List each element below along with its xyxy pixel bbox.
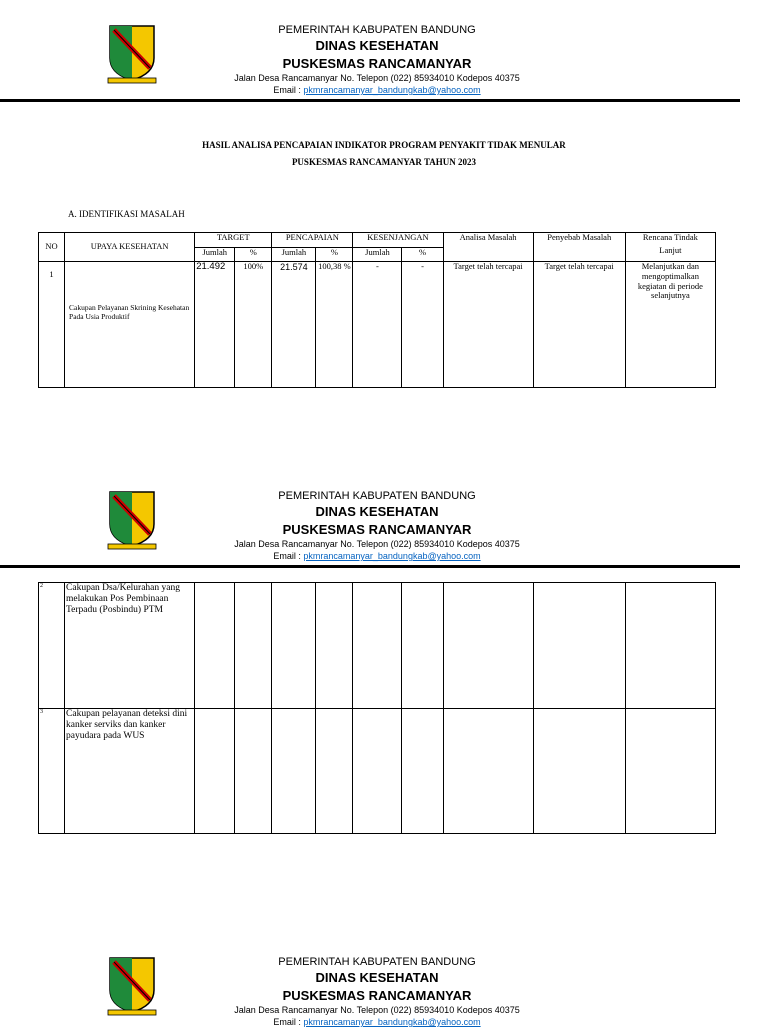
row-rencana: Melanjutkan dan mengoptimalkan kegiatan di periode selanjutnya bbox=[625, 262, 715, 388]
table-row bbox=[39, 262, 716, 388]
government-name: PEMERINTAH KABUPATEN BANDUNG bbox=[278, 24, 476, 36]
row-no: 2 bbox=[39, 583, 65, 709]
report-title: HASIL ANALISA PENCAPAIAN INDIKATOR PROGRAM PENYAKIT TIDAK MENULAR bbox=[202, 140, 566, 150]
report-subtitle: PUSKESMAS RANCAMANYAR TAHUN 2023 bbox=[291, 157, 477, 167]
section-heading: A. IDENTIFIKASI MASALAH bbox=[68, 209, 185, 219]
header-rencana-line2: Lanjut bbox=[659, 244, 682, 255]
row-capai-jumlah: 21.574 bbox=[272, 262, 316, 388]
email-label: Email : bbox=[273, 85, 304, 95]
row-penyebab: Target telah tercapai bbox=[533, 262, 625, 388]
row-gap-jumlah: - bbox=[353, 262, 402, 388]
address: Jalan Desa Rancamanyar No. Telepon (022) 85934010 Kodepos 40375 bbox=[234, 539, 520, 549]
email-link[interactable]: pkmrancamanyar_bandungkab@yahoo.com bbox=[303, 1017, 481, 1027]
email-label: Email : bbox=[273, 551, 304, 561]
agency-name: DINAS KESEHATAN bbox=[315, 38, 439, 53]
header-capai-jumlah: Jumlah bbox=[272, 248, 316, 262]
row-no: 3 bbox=[39, 709, 65, 834]
regency-emblem-icon bbox=[106, 490, 158, 550]
facility-name: PUSKESMAS RANCAMANYAR bbox=[282, 56, 472, 71]
table-row bbox=[39, 583, 716, 709]
agency-name: DINAS KESEHATAN bbox=[315, 970, 439, 985]
header-gap-persen: % bbox=[402, 248, 443, 262]
government-name: PEMERINTAH KABUPATEN BANDUNG bbox=[278, 490, 476, 502]
row-target-jumlah: 21.492 bbox=[195, 262, 235, 388]
letterhead-rule bbox=[0, 565, 740, 568]
header-no: NO bbox=[39, 233, 65, 262]
email-label: Email : bbox=[273, 1017, 304, 1027]
header-analisa: Analisa Masalah bbox=[443, 233, 533, 262]
analysis-table-continued bbox=[38, 582, 716, 834]
address: Jalan Desa Rancamanyar No. Telepon (022) 85934010 Kodepos 40375 bbox=[234, 73, 520, 83]
header-rencana bbox=[625, 233, 715, 262]
header-pencapaian: PENCAPAIAN bbox=[272, 233, 353, 248]
header-kesenjangan: KESENJANGAN bbox=[353, 233, 443, 248]
row-target-persen: 100% bbox=[235, 262, 272, 388]
facility-name: PUSKESMAS RANCAMANYAR bbox=[282, 988, 472, 1003]
header-target-jumlah: Jumlah bbox=[195, 248, 235, 262]
analysis-table bbox=[38, 232, 716, 388]
header-rencana-line1: Rencana Tindak bbox=[642, 232, 698, 242]
header-target: TARGET bbox=[195, 233, 272, 248]
header-target-persen: % bbox=[235, 248, 272, 262]
agency-name: DINAS KESEHATAN bbox=[315, 504, 439, 519]
letterhead-rule bbox=[0, 99, 740, 102]
email-line bbox=[232, 551, 522, 561]
row-gap-persen: - bbox=[402, 262, 443, 388]
header-capai-persen: % bbox=[316, 248, 353, 262]
table-row bbox=[39, 709, 716, 834]
row-upaya: Cakupan Dsa/Kelurahan yang melakukan Pos Pembinaan Terpadu (Posbindu) PTM bbox=[65, 583, 195, 709]
email-line bbox=[232, 1017, 522, 1027]
regency-emblem-icon bbox=[106, 24, 158, 84]
facility-name: PUSKESMAS RANCAMANYAR bbox=[282, 522, 472, 537]
email-link[interactable]: pkmrancamanyar_bandungkab@yahoo.com bbox=[303, 85, 481, 95]
address: Jalan Desa Rancamanyar No. Telepon (022) 85934010 Kodepos 40375 bbox=[234, 1005, 520, 1015]
regency-emblem-icon bbox=[106, 956, 158, 1016]
header-upaya: UPAYA KESEHATAN bbox=[65, 233, 195, 262]
email-line bbox=[232, 85, 522, 95]
header-penyebab: Penyebab Masalah bbox=[533, 233, 625, 262]
row-capai-persen: 100,38 % bbox=[316, 262, 353, 388]
email-link[interactable]: pkmrancamanyar_bandungkab@yahoo.com bbox=[303, 551, 481, 561]
row-upaya: Cakupan Pelayanan Skrining Kesehatan Pada Usia Produktif bbox=[65, 262, 195, 388]
row-analisa: Target telah tercapai bbox=[443, 262, 533, 388]
row-no: 1 bbox=[39, 262, 65, 388]
government-name: PEMERINTAH KABUPATEN BANDUNG bbox=[278, 956, 476, 968]
row-upaya: Cakupan pelayanan deteksi dini kanker serviks dan kanker payudara pada WUS bbox=[65, 709, 195, 834]
header-gap-jumlah: Jumlah bbox=[353, 248, 402, 262]
